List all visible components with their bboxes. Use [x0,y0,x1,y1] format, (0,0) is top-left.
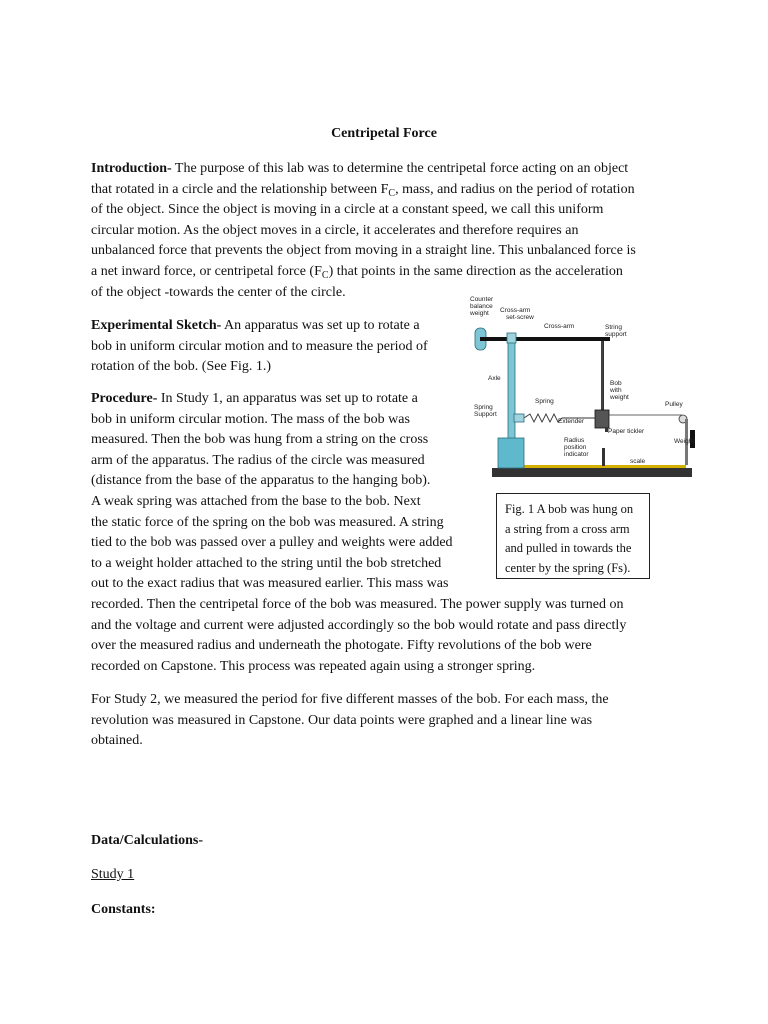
svg-text:Cross-arm: Cross-arm [544,323,575,330]
introduction-paragraph: Introduction- The purpose of this lab was to determine the centripetal force acting on an object that rotated in a circle and the relationship between $F_C$, mass, and radius on the period of rotation of the object. Since the object is moving in a circle at a constant speed, we call this uniform circular motion. As the object moves in a circle, it accelerates and therefore requires an unbalanced force that prevents the object from moving in a straight line. This unbalanced force is a net inward force, or centripetal force $(F_C)$ that points in the same direction as the acceleration of the object -towards the center of the circle. [91,161,636,300]
bob [595,410,609,428]
svg-text:with: with [610,387,622,394]
svg-text:Extender: Extender [558,418,585,425]
data-calculations-heading: Data/Calculations- [91,833,203,848]
svg-text:Paper tickler: Paper tickler [608,428,645,435]
experimental-sketch-paragraph: Experimental Sketch- An apparatus was set up to rotate a bob in uniform circular motion and to measure the period of rotation of the bob. (See Fig. 1.) [91,318,428,375]
scale-strip [498,465,686,468]
base-platform [492,468,692,477]
svg-text:Axle: Axle [488,375,501,382]
axle-base [498,438,524,468]
svg-text:Spring: Spring [535,398,554,405]
study1-heading: Study 1 [91,867,135,882]
svg-text:Support: Support [474,411,497,418]
procedure-paragraph: Procedure- In Study 1, an apparatus was set up to rotate a bob in uniform circular motion. The mass of the bob was measured. Then the bob was hung from a string on the cross arm of the apparatus. The radius of the circle was measured (distance from the base of the apparatus to the hanging bob). A weak spring was attached from the base to the bob. Next the static force of the spring on the bob was measured. A string tied to the bob was passed over a pulley and weights were added to a weight holder attached to the string until the bob stretched out to the exact radius that was measured earlier. This mass was recorded. Then the centripetal force of the bob was measured. The power supply was turned on and the voltage and current were adjusted accordingly so the bob would rotate and pass directly over the measured radius and underneath the photogate. Fifty revolutions of the bob were recorded on Capstone. This process was repeated again using a stronger spring. [91,391,627,674]
svg-text:support: support [605,331,627,338]
spring-support-clamp [514,414,524,422]
svg-text:set-screw: set-screw [506,314,534,321]
experimental-sketch-label: Experimental Sketch- [91,318,222,333]
svg-text:Bob: Bob [610,380,622,387]
svg-text:indicator: indicator [564,451,589,458]
svg-text:Weight: Weight [674,438,695,445]
svg-text:scale: scale [630,458,646,465]
svg-text:weight: weight [470,310,489,317]
svg-text:Cross-arm: Cross-arm [500,307,531,314]
svg-text:Counter: Counter [470,296,494,303]
svg-text:weight: weight [610,394,629,401]
study2-paragraph: For Study 2, we measured the period for five different masses of the bob. For each mass, the revolution was measured in Capstone. Our data points were graphed and a linear line was obtained. [91,692,609,749]
cross-arm [480,337,610,341]
apparatus-diagram [464,290,700,482]
constants-heading: Constants: [91,902,156,917]
svg-text:position: position [564,444,587,451]
svg-text:Radius: Radius [564,437,585,444]
string-support [601,341,604,421]
page-title: Centripetal Force [331,126,437,141]
introduction-label: Introduction- [91,161,172,176]
svg-text:Spring: Spring [474,404,493,411]
svg-text:balance: balance [470,303,493,310]
procedure-label: Procedure- [91,391,158,406]
figure-caption: Fig. 1 A bob was hung on a string from a cross arm and pulled in towards the center by the spring (Fs). [496,493,650,579]
svg-text:String: String [605,324,622,331]
set-screw [507,333,516,343]
radius-indicator [602,448,605,466]
svg-text:Pulley: Pulley [665,401,683,408]
